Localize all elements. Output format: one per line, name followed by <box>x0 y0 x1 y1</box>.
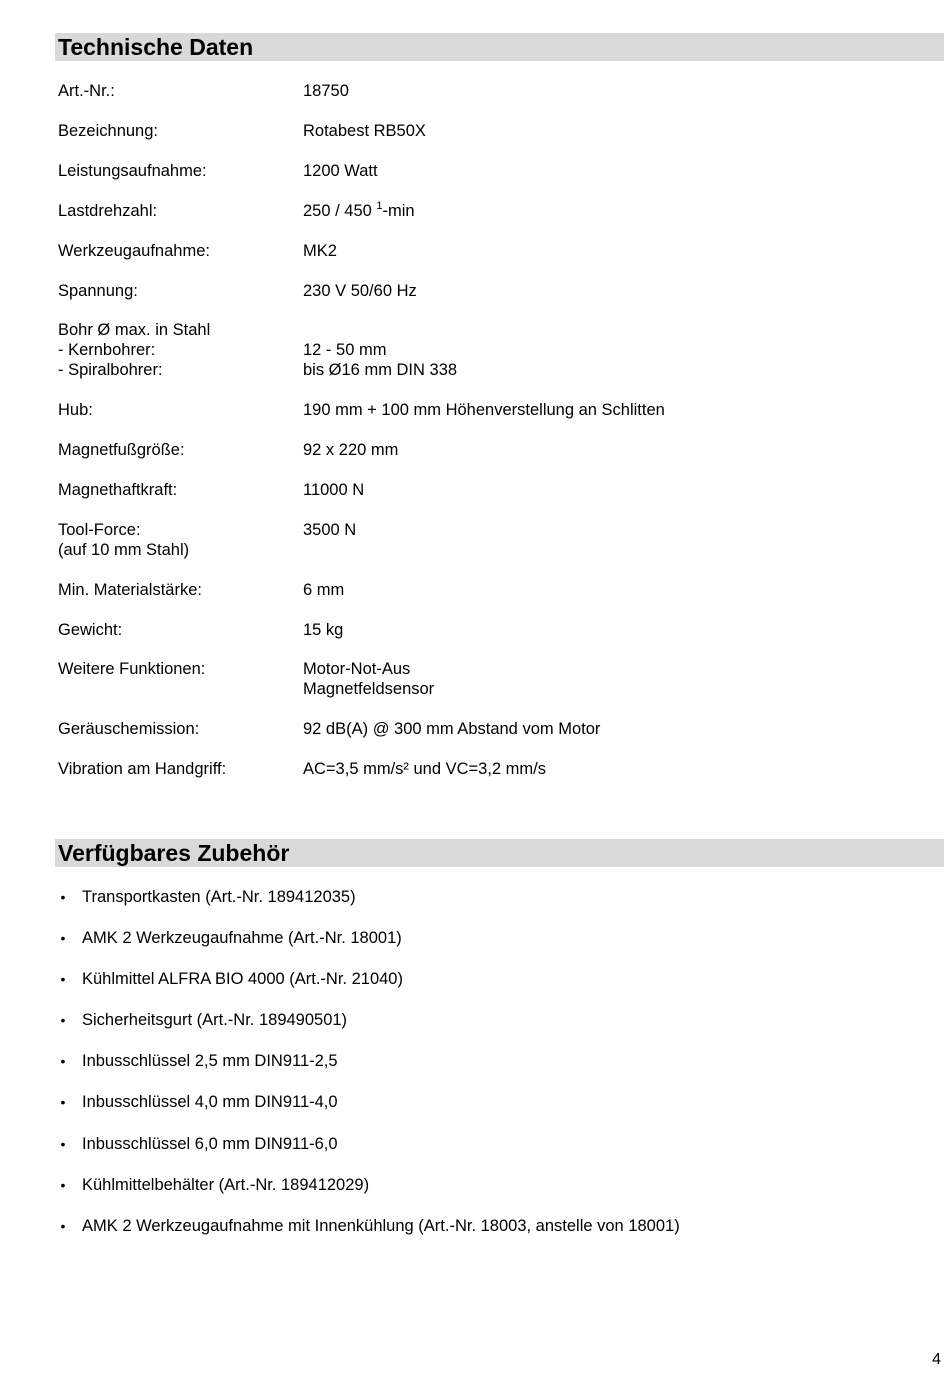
bullet-icon: • <box>60 1176 66 1193</box>
spec-value <box>303 480 933 500</box>
spec-value-line: Magnetfeldsensor <box>303 680 435 698</box>
spec-value-line: 6 mm <box>303 581 345 599</box>
spec-label-line: Magnethaftkraft: <box>58 481 178 499</box>
spec-label-line: Art.-Nr.: <box>58 82 115 100</box>
spec-value <box>303 241 933 261</box>
spec-value-line: 3500 N <box>303 521 357 539</box>
speed-superscript: 1 <box>376 199 383 212</box>
spec-label-line: (auf 10 mm Stahl) <box>58 541 190 559</box>
list-item-text: Kühlmittel ALFRA BIO 4000 (Art.-Nr. 21040) <box>82 970 403 989</box>
section-title-technical-data: Technische Daten <box>55 33 944 61</box>
spec-label-line: Weitere Funktionen: <box>58 660 206 678</box>
spec-label-line: Werkzeugaufnahme: <box>58 242 210 260</box>
bullet-icon: • <box>60 1217 66 1234</box>
list-item <box>58 1216 938 1257</box>
spec-label-line: - Kernbohrer: <box>58 341 156 359</box>
spec-value-line: 92 dB(A) @ 300 mm Abstand vom Motor <box>303 720 601 738</box>
page-number: 4 <box>932 1351 941 1368</box>
spec-label <box>58 719 298 739</box>
list-item <box>58 1092 938 1133</box>
list-item <box>58 1175 938 1216</box>
spec-value <box>303 719 933 739</box>
spec-label-line: Gewicht: <box>58 621 123 639</box>
spec-value <box>303 659 933 699</box>
list-item-text: Kühlmittelbehälter (Art.-Nr. 189412029) <box>82 1175 370 1194</box>
spec-label <box>58 440 298 460</box>
spec-value-line: 15 kg <box>303 621 344 639</box>
spec-label <box>58 201 298 221</box>
bullet-icon: • <box>60 889 66 905</box>
spec-value-line: 12 - 50 mm <box>303 341 387 359</box>
list-item <box>58 1134 938 1175</box>
spec-label <box>58 580 298 600</box>
list-item <box>58 969 938 1010</box>
bullet-icon: • <box>60 1094 66 1111</box>
spec-label <box>58 241 298 261</box>
spec-value <box>303 580 933 600</box>
spec-value-line: 18750 <box>303 82 349 100</box>
accessories-list <box>58 887 938 1257</box>
spec-value <box>303 520 933 540</box>
spec-label-line: Bohr Ø max. in Stahl <box>58 321 211 339</box>
section-title-accessories: Verfügbares Zubehör <box>55 839 944 867</box>
spec-value <box>303 320 933 380</box>
list-item <box>58 887 938 928</box>
spec-label <box>58 520 298 560</box>
spec-value <box>303 81 933 101</box>
spec-label-line: Bezeichnung: <box>58 122 158 140</box>
list-item-text: Inbusschlüssel 2,5 mm DIN911-2,5 <box>82 1052 338 1071</box>
list-item-text: AMK 2 Werkzeugaufnahme mit Innenkühlung (Art.-Nr. 18003, anstelle von 18001) <box>82 1216 680 1235</box>
spec-value <box>303 161 933 181</box>
spec-value <box>303 400 933 420</box>
spec-label-line: Hub: <box>58 401 93 419</box>
list-item <box>58 1010 938 1051</box>
speed-unit: -min <box>382 202 415 220</box>
spec-value <box>303 201 933 221</box>
spec-value <box>303 440 933 460</box>
spec-label <box>58 400 298 420</box>
spec-label <box>58 320 298 380</box>
spec-value-line: bis Ø16 mm DIN 338 <box>303 361 458 379</box>
spec-value-line <box>303 201 933 221</box>
spec-value <box>303 759 933 779</box>
spec-label-line: Geräuschemission: <box>58 720 200 738</box>
spec-label-line: Spannung: <box>58 282 138 300</box>
spec-label-line: Leistungsaufnahme: <box>58 162 207 180</box>
spec-label <box>58 161 298 181</box>
spec-label <box>58 659 298 679</box>
list-item-text: Inbusschlüssel 6,0 mm DIN911-6,0 <box>82 1134 338 1153</box>
spec-value <box>303 121 933 141</box>
spec-label-line: Tool-Force: <box>58 521 141 539</box>
spec-value-line: MK2 <box>303 242 337 260</box>
spec-value <box>303 281 933 301</box>
spec-label-line: - Spiralbohrer: <box>58 361 163 379</box>
spec-label <box>58 480 298 500</box>
bullet-icon: • <box>60 1012 66 1029</box>
spec-label-line: Lastdrehzahl: <box>58 202 158 220</box>
spec-label <box>58 620 298 640</box>
list-item <box>58 1051 938 1092</box>
spec-label-line: Min. Materialstärke: <box>58 581 202 599</box>
spec-label <box>58 121 298 141</box>
spec-value-line <box>303 320 933 340</box>
spec-value-line: 11000 N <box>303 481 365 499</box>
spec-label-line: Magnetfußgröße: <box>58 441 185 459</box>
list-item <box>58 928 938 969</box>
list-item-text: Sicherheitsgurt (Art.-Nr. 189490501) <box>82 1011 348 1030</box>
spec-label <box>58 759 298 779</box>
bullet-icon: • <box>60 971 66 988</box>
spec-value-line: AC=3,5 mm/s² und VC=3,2 mm/s <box>303 760 546 778</box>
spec-label-line: Vibration am Handgriff: <box>58 760 227 778</box>
list-item-text: AMK 2 Werkzeugaufnahme (Art.-Nr. 18001) <box>82 929 402 948</box>
bullet-icon: • <box>60 930 66 947</box>
spec-value-line: Rotabest RB50X <box>303 122 426 140</box>
spec-value-line: 1200 Watt <box>303 162 378 180</box>
spec-value-line: 230 V 50/60 Hz <box>303 282 417 300</box>
speed-value: 250 / 450 <box>303 202 377 220</box>
spec-label <box>58 81 298 101</box>
spec-value-line: 92 x 220 mm <box>303 441 399 459</box>
list-item-text: Inbusschlüssel 4,0 mm DIN911-4,0 <box>82 1093 338 1112</box>
spec-label <box>58 281 298 301</box>
list-item-text: Transportkasten (Art.-Nr. 189412035) <box>82 888 356 906</box>
bullet-icon: • <box>60 1053 66 1070</box>
spec-value <box>303 620 933 640</box>
bullet-icon: • <box>60 1135 66 1152</box>
spec-value-line: 190 mm + 100 mm Höhenverstellung an Schlitten <box>303 401 665 419</box>
spec-value-line: Motor-Not-Aus <box>303 660 411 678</box>
